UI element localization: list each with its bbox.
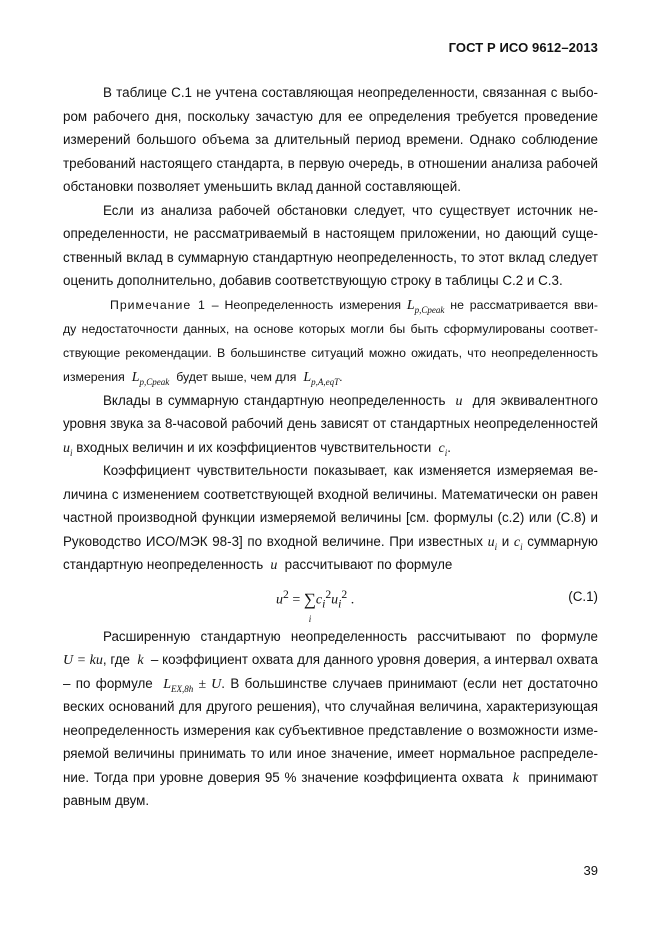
formula-number: (С.1) bbox=[568, 588, 598, 604]
text-fragment: рассчитывают по формуле bbox=[284, 557, 453, 572]
text-line: равным двум. bbox=[63, 793, 150, 808]
text-fragment: . В большинстве случаев принимают (если нет достаточно bbox=[221, 675, 598, 691]
text-fragment: Руководство ИСО/МЭК 98-3] по входной величине. При известных bbox=[63, 533, 483, 549]
text-line: ряемой величины принимать то или иное значение, имеет нормальное распределе- bbox=[63, 746, 598, 761]
math-u-i: $u_i$ bbox=[487, 534, 498, 552]
text-fragment: входных величин и их коэффициентов чувствительности bbox=[76, 439, 432, 455]
text-fragment: – по формуле bbox=[63, 675, 153, 691]
text-fragment: принимают bbox=[528, 769, 598, 785]
text-line: неопределенность измерения как субъективное представление о возможности изме- bbox=[63, 722, 598, 738]
paragraph bbox=[63, 81, 598, 199]
text-line bbox=[63, 436, 598, 460]
note-block bbox=[63, 293, 598, 389]
text-line bbox=[63, 389, 598, 413]
formula-row bbox=[63, 579, 598, 625]
text-line: В таблице С.1 не учтена составляющая неопределенности, связанная с выбо- bbox=[103, 85, 598, 100]
text-line: Если из анализа рабочей обстановки следует, что существует источник не- bbox=[103, 202, 598, 218]
text-line bbox=[63, 648, 598, 672]
note-text: – Неопределенность измерения bbox=[211, 297, 401, 312]
text-fragment: ние. Тогда при уровне доверия 95 % значение коэффициента охвата bbox=[63, 769, 504, 785]
math-L-p-Cpeak: $L_{p,Cpeak}$ bbox=[128, 369, 170, 387]
text-fragment: – коэффициент охвата для данного уровня доверия, а интервал охвата bbox=[150, 652, 598, 667]
page-body bbox=[63, 81, 598, 813]
paragraph bbox=[63, 459, 598, 577]
text-line: определенности, не рассматриваемый в настоящем приложении, но дающий суще- bbox=[63, 226, 598, 241]
text-line bbox=[63, 553, 598, 577]
math-u-i: $u_i$ bbox=[63, 440, 73, 458]
note-line bbox=[63, 365, 598, 389]
math-c-i: $c_i$ bbox=[435, 440, 448, 458]
text-fragment: для эквивалентного bbox=[472, 392, 598, 408]
text-line: личина с изменением соответствующей входной величины. Математически он равен bbox=[63, 486, 598, 502]
math-L-p-A-eqT: $L_{p,A,eqT}$ bbox=[299, 369, 340, 387]
math-U-eq-ku: U = ku bbox=[63, 653, 103, 668]
text-fragment: Вклады в суммарную стандартную неопределенность bbox=[103, 392, 446, 408]
text-line: оценить дополнительно, добавив соответствующую строку в таблицы С.2 и С.3. bbox=[63, 273, 563, 288]
note-text: будет выше, чем для bbox=[176, 369, 297, 384]
note-line: ствующие рекомендации. В большинстве ситуаций можно ожидать, что неопределенность bbox=[63, 345, 598, 360]
text-line: ром рабочего дня, поскольку зачастую для ее определения требуется проведение bbox=[63, 108, 598, 124]
text-fragment: стандартную неопределенность bbox=[63, 557, 264, 572]
note-line bbox=[63, 293, 598, 317]
text-line bbox=[63, 530, 598, 554]
paragraph bbox=[63, 625, 598, 813]
text-line bbox=[63, 766, 598, 790]
text-line: веских оснований для другого решения), что случайная величина, характеризующая bbox=[63, 699, 598, 714]
text-line: обстановки позволяет уменьшить вклад данной составляющей. bbox=[63, 179, 461, 194]
document-header: ГОСТ Р ИСО 9612–2013 bbox=[448, 40, 598, 55]
text-fragment: . bbox=[447, 439, 451, 455]
text-line: Коэффициент чувствительности показывает, как изменяется измеряемая ве- bbox=[103, 463, 598, 478]
text-line: измерений большого объема за длительный период времени. Однако соблюдение bbox=[63, 132, 598, 147]
text-line: ственный вклад в суммарную стандартную неопределенность, то этот вклад следует bbox=[63, 249, 598, 265]
formula-c1: $u^2$ = ∑ i $c_i^2u_i^2$ . bbox=[276, 587, 355, 625]
text-fragment: суммарную bbox=[527, 533, 598, 549]
note-text: не рассматривается вви- bbox=[450, 297, 598, 312]
paragraph bbox=[63, 199, 598, 293]
text-line: требований настоящего стандарта, в первую очередь, в отношении анализа рабочей bbox=[63, 155, 598, 171]
math-LEX8h-pm-U: $L_{EX,8h} \pm U$ bbox=[158, 676, 222, 694]
text-line bbox=[63, 672, 598, 696]
note-line: ду недостаточности данных, на основе которых могли бы быть сформулированы соответ- bbox=[63, 321, 598, 336]
math-c-i: $c_i$ bbox=[513, 534, 523, 552]
math-u: u bbox=[266, 558, 281, 573]
page-number: 39 bbox=[583, 863, 598, 878]
math-k: k bbox=[508, 770, 524, 786]
note-text: измерения bbox=[63, 369, 125, 384]
text-fragment: , где bbox=[102, 652, 130, 667]
math-L-p-Cpeak: $L_{p,Cpeak}$ bbox=[406, 297, 445, 315]
text-fragment: и bbox=[501, 533, 510, 549]
text-line: Расширенную стандартную неопределенность рассчитывают по формуле bbox=[103, 628, 598, 644]
note-text: . bbox=[339, 369, 343, 384]
paragraph bbox=[63, 389, 598, 460]
sum-symbol: ∑ i bbox=[303, 590, 316, 625]
math-k: k bbox=[133, 653, 148, 668]
note-label: Примечание 1 bbox=[110, 297, 206, 312]
math-u: u bbox=[450, 393, 468, 409]
text-line: частной производной функции измеряемой величины [см. формулы (с.2) или (С.8) и bbox=[63, 510, 598, 525]
text-line: уровня звука за 8-часовой рабочий день зависят от стандартных неопределенностей bbox=[63, 416, 598, 431]
